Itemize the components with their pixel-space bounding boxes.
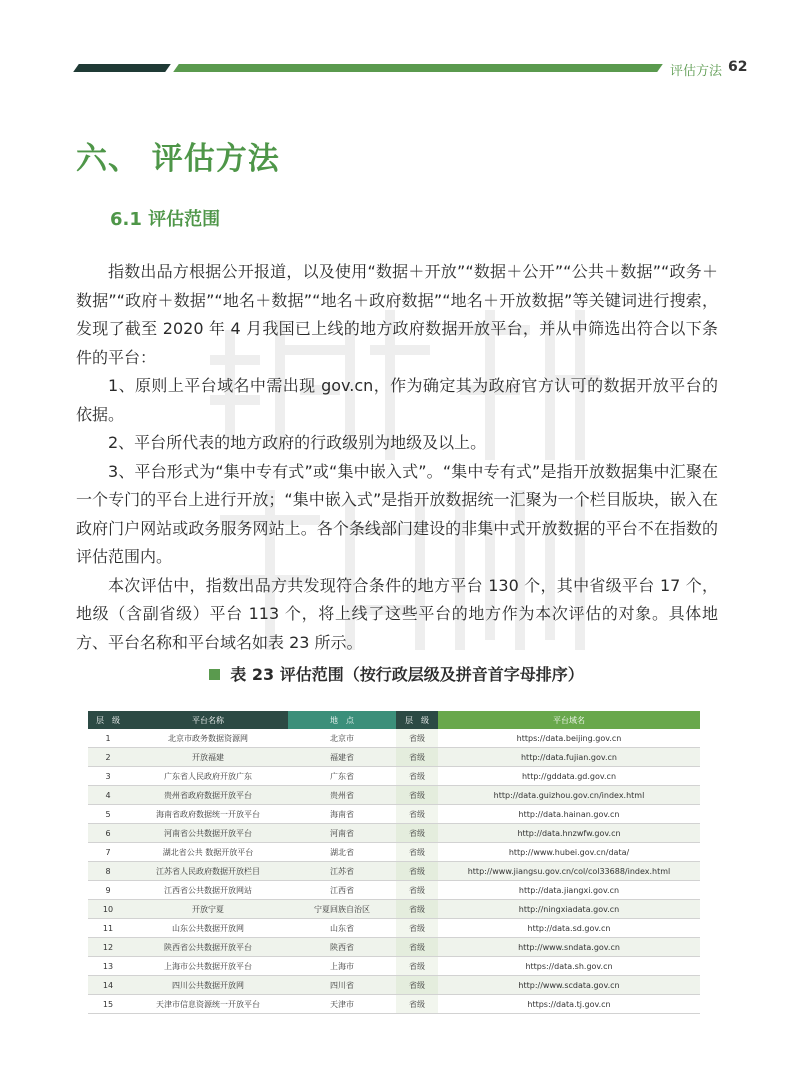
table-cell: 上海市公共数据开放平台 xyxy=(128,957,288,976)
table-cell: 11 xyxy=(88,919,128,938)
table-cell: 北京市 xyxy=(288,729,396,748)
table-row xyxy=(88,786,700,805)
table-cell: 13 xyxy=(88,957,128,976)
table-cell: 省级 xyxy=(396,824,438,843)
table-cell: 省级 xyxy=(396,843,438,862)
table-cell: 省级 xyxy=(396,995,438,1014)
table-cell: 江苏省 xyxy=(288,862,396,881)
table-cell: 14 xyxy=(88,976,128,995)
column-header: 平台名称 xyxy=(128,711,288,729)
table-cell: 四川省 xyxy=(288,976,396,995)
table-cell: 省级 xyxy=(396,786,438,805)
table-row xyxy=(88,805,700,824)
table-cell: 福建省 xyxy=(288,748,396,767)
table-cell: 广东省人民政府开放广东 xyxy=(128,767,288,786)
table-cell: 省级 xyxy=(396,881,438,900)
table-cell: http://www.scdata.gov.cn xyxy=(438,976,700,995)
table-cell: 江西省公共数据开放网站 xyxy=(128,881,288,900)
table-cell: 四川公共数据开放网 xyxy=(128,976,288,995)
table-cell: 海南省 xyxy=(288,805,396,824)
table-cell: http://www.hubei.gov.cn/data/ xyxy=(438,843,700,862)
table-cell: 湖北省公共 数据开放平台 xyxy=(128,843,288,862)
caption-square-icon xyxy=(209,669,220,680)
table-cell: 山东省 xyxy=(288,919,396,938)
table-cell: 省级 xyxy=(396,938,438,957)
table-cell: http://data.sd.gov.cn xyxy=(438,919,700,938)
table-cell: 河南省公共数据开放平台 xyxy=(128,824,288,843)
table-cell: 1 xyxy=(88,729,128,748)
table-cell: https://data.tj.gov.cn xyxy=(438,995,700,1014)
table-cell: 8 xyxy=(88,862,128,881)
paragraph: 3、平台形式为“集中专有式”或“集中嵌入式”。“集中专有式”是指开放数据集中汇聚在一个专门的平台上进行开放；“集中嵌入式”是指开放数据统一汇聚为一个栏目版块，嵌入在政府门户网站或政务服务网站上。各个条线部门建设的非集中式开放数据的平台不在指数的评估范围内。 xyxy=(76,461,718,566)
paragraph: 本次评估中，指数出品方共发现符合条件的地方平台 130 个，其中省级平台 17 个，地级（含副省级）平台 113 个，将上线了这些平台的地方作为本次评估的对象。具体地方、平台名称和平台域名如表 23 所示。 xyxy=(76,575,718,652)
table-cell: 6 xyxy=(88,824,128,843)
table-row xyxy=(88,824,700,843)
table-cell: http://data.hnzwfw.gov.cn xyxy=(438,824,700,843)
table-cell: 3 xyxy=(88,767,128,786)
table-cell: http://data.guizhou.gov.cn/index.html xyxy=(438,786,700,805)
table-cell: 山东公共数据开放网 xyxy=(128,919,288,938)
body-text xyxy=(76,258,718,657)
table-cell: 河南省 xyxy=(288,824,396,843)
paragraph: 指数出品方根据公开报道，以及使用“数据＋开放”“数据＋公开”“公共＋数据”“政务＋数据”“政府＋数据”“地名＋数据”“地名＋政府数据”“地名＋开放数据”等关键词进行搜索，发现了截至 2020 年 4 月我国已上线的地方政府数据开放平台，并从中筛选出符合以下条件的平台： xyxy=(76,262,718,367)
table-cell: 开放福建 xyxy=(128,748,288,767)
column-header: 平台域名 xyxy=(438,711,700,729)
column-header: 层 级 xyxy=(396,711,438,729)
table-cell: 12 xyxy=(88,938,128,957)
table-cell: 省级 xyxy=(396,957,438,976)
table-cell: https://data.beijing.gov.cn xyxy=(438,729,700,748)
table-cell: 湖北省 xyxy=(288,843,396,862)
table-cell: 宁夏回族自治区 xyxy=(288,900,396,919)
table-cell: 省级 xyxy=(396,729,438,748)
table-cell: 天津市信息资源统一开放平台 xyxy=(128,995,288,1014)
table-row xyxy=(88,748,700,767)
table-row xyxy=(88,862,700,881)
table-cell: http://www.jiangsu.gov.cn/col/col33688/index.html xyxy=(438,862,700,881)
table-cell: 省级 xyxy=(396,976,438,995)
evaluation-scope-table xyxy=(88,711,700,1014)
table-cell: 江西省 xyxy=(288,881,396,900)
header-bar-green xyxy=(173,64,663,72)
section-title: 6.1 评估范围 xyxy=(110,209,221,230)
table-cell: 海南省政府数据统一开放平台 xyxy=(128,805,288,824)
table-cell: http://ningxiadata.gov.cn xyxy=(438,900,700,919)
table-cell: https://data.sh.gov.cn xyxy=(438,957,700,976)
table-cell: 天津市 xyxy=(288,995,396,1014)
table-cell: 贵州省 xyxy=(288,786,396,805)
page-number: 62 xyxy=(728,59,748,75)
table-cell: 陕西省 xyxy=(288,938,396,957)
table-row xyxy=(88,881,700,900)
table-cell: http://www.sndata.gov.cn xyxy=(438,938,700,957)
table-caption-text: 表 23 评估范围（按行政层级及拼音首字母排序） xyxy=(230,665,584,684)
table-cell: http://gddata.gd.gov.cn xyxy=(438,767,700,786)
table-row xyxy=(88,843,700,862)
table-cell: 省级 xyxy=(396,900,438,919)
table-header-row xyxy=(88,711,700,729)
table-cell: 15 xyxy=(88,995,128,1014)
column-header: 层 级 xyxy=(88,711,128,729)
table-cell: 江苏省人民政府数据开放栏目 xyxy=(128,862,288,881)
table-row xyxy=(88,900,700,919)
table-cell: 上海市 xyxy=(288,957,396,976)
table-cell: 广东省 xyxy=(288,767,396,786)
table-cell: 贵州省政府数据开放平台 xyxy=(128,786,288,805)
column-header: 地 点 xyxy=(288,711,396,729)
table-row xyxy=(88,938,700,957)
table-cell: 4 xyxy=(88,786,128,805)
table-row xyxy=(88,729,700,748)
table-cell: http://data.jiangxi.gov.cn xyxy=(438,881,700,900)
table-cell: 5 xyxy=(88,805,128,824)
table-caption xyxy=(0,662,793,685)
table-row xyxy=(88,767,700,786)
table-cell: http://data.hainan.gov.cn xyxy=(438,805,700,824)
table-cell: http://data.fujian.gov.cn xyxy=(438,748,700,767)
table-cell: 9 xyxy=(88,881,128,900)
running-header-title: 评估方法 xyxy=(670,64,723,79)
table-cell: 陕西省公共数据开放平台 xyxy=(128,938,288,957)
table-cell: 省级 xyxy=(396,748,438,767)
table-row xyxy=(88,919,700,938)
paragraph: 1、原则上平台域名中需出现 gov.cn，作为确定其为政府官方认可的数据开放平台的依据。 xyxy=(76,376,718,424)
table-cell: 省级 xyxy=(396,919,438,938)
table-cell: 开放宁夏 xyxy=(128,900,288,919)
table-row xyxy=(88,957,700,976)
table-cell: 省级 xyxy=(396,805,438,824)
table-row xyxy=(88,995,700,1014)
chapter-title: 六、 评估方法 xyxy=(76,141,280,177)
header-bar-dark xyxy=(73,64,171,72)
table-cell: 7 xyxy=(88,843,128,862)
table-cell: 省级 xyxy=(396,862,438,881)
table-row xyxy=(88,976,700,995)
paragraph: 2、平台所代表的地方政府的行政级别为地级及以上。 xyxy=(108,433,487,452)
table-cell: 2 xyxy=(88,748,128,767)
table-cell: 10 xyxy=(88,900,128,919)
table-cell: 北京市政务数据资源网 xyxy=(128,729,288,748)
table-cell: 省级 xyxy=(396,767,438,786)
